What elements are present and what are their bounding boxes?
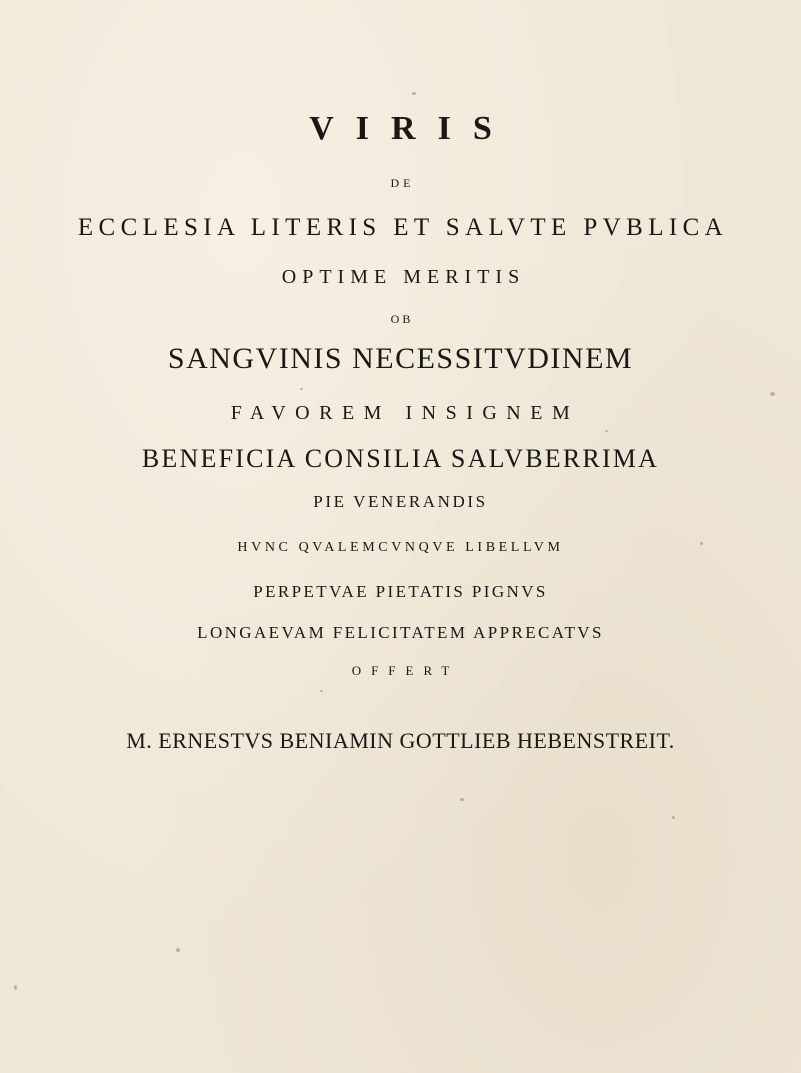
author-signature-line: M. ERNESTVS BENIAMIN GOTTLIEB HEBENSTREIT.: [126, 728, 675, 753]
paper-speck: [412, 92, 416, 95]
paper-speck: [14, 985, 17, 990]
dedication-heading: VIRIS: [309, 110, 514, 147]
dedication-line-hvnc: HVNC QVALEMCVNQVE LIBELLVM: [237, 540, 564, 555]
paper-speck: [176, 948, 180, 952]
dedication-line-ob: OB: [390, 312, 414, 326]
dedication-line-beneficia: BENEFICIA CONSILIA SALVBERRIMA: [141, 444, 660, 473]
dedication-line-favorem: FAVOREM INSIGNEM: [230, 402, 580, 424]
dedication-line-perpetvae: PERPETVAE PIETATIS PIGNVS: [253, 582, 548, 601]
dedication-line-ecclesia: ECCLESIA LITERIS ET SALVTE PVBLICA: [77, 214, 729, 241]
dedication-line-longaevam: LONGAEVAM FELICITATEM APPRECATVS: [197, 623, 604, 642]
dedication-line-optime: OPTIME MERITIS: [281, 266, 526, 288]
paper-speck: [700, 542, 703, 545]
dedication-line-offert: OFFERT: [351, 663, 460, 678]
dedication-line-de: DE: [390, 176, 415, 190]
paper-speck: [460, 798, 464, 801]
dedication-line-sanguinis: SANGVINIS NECESSITVDINEM: [167, 342, 634, 375]
paper-speck: [320, 690, 323, 692]
dedication-line-pie: PIE VENERANDIS: [313, 492, 488, 511]
paper-speck: [770, 392, 775, 396]
paper-speck: [605, 430, 608, 432]
paper-speck: [300, 388, 303, 390]
paper-speck: [672, 816, 675, 819]
